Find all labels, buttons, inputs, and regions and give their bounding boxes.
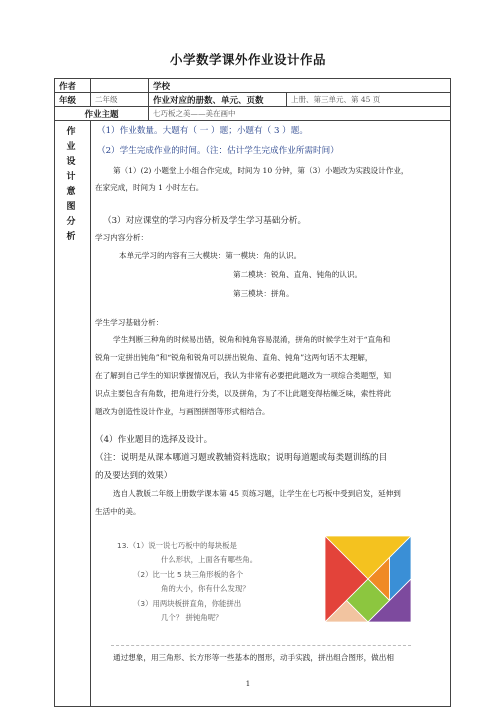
line-source-2: 生活中的美。 [95,507,141,516]
exercise-q3-line1: （3）用两块板拼直角，你能拼出 [133,599,242,608]
line-base-3: 在了解到自己学生的知识掌握情况后，我认为非常有必要把此题改为一项综合类题型，知 [95,371,392,380]
tangram-image [325,536,411,622]
assignment-table [54,78,451,707]
line-design-1: 通过想象，用三角形、长方形等一些基本的图形，动手实践，拼出组合图形，做出相 [113,653,394,662]
grade-value: 二年级 [91,93,149,107]
exercise-q1-line2: 什么形状，上面各有哪些角。 [161,555,258,564]
line-base-2: 锐角一定拼出钝角”和“锐角和锐角可以拼出锐角、直角、钝角”这两句话不太理解， [95,353,373,362]
page-number: 1 [245,680,251,688]
author-value [91,79,149,93]
line-base-4: 识点主要包含有角数，把角进行分类，以及拼角，为了不让此题变得枯燥乏味，索性将此 [95,389,392,398]
analysis-row [55,121,451,707]
book-label: 作业对应的册数、单元、页数 [149,93,287,107]
line-selection-heading: （4）作业题目的选择及设计。 [95,435,213,445]
line-module-1: 本单元学习的内容有三大模块：第一模块：角的认识。 [119,251,302,260]
line-time: （2）学生完成作业的时间。（注：估计学生完成作业所需时间） [97,146,339,156]
line-base-1: 学生判断三种角的时候易出错，锐角和钝角容易混淆，拼角的时候学生对于“直角和 [113,335,391,344]
line-analysis-heading: （3）对应课堂的学习内容分析及学生学习基础分析。 [103,216,307,226]
analysis-content [91,121,451,707]
author-row [55,79,451,93]
line-time-detail-2: 在家完成，时间为 1 小时左右。 [95,183,204,192]
exercise-q3-line2: 几个？ 拼钝角呢？ [161,613,223,622]
line-module-2: 第二模块：锐角、直角、钝角的认识。 [233,270,363,279]
exercise-q2-line2: 角的大小，你有什么发现？ [161,584,250,593]
line-content-analysis: 学习内容分析： [95,233,149,242]
exercise-q1-line1: 13.（1）说一说七巧板中的每块板是 [117,541,237,550]
grade-label: 年级 [55,93,91,107]
exercise-q2-line1: （2）比一比 5 块三角形板的各个 [133,570,244,579]
document-title: 小学数学课外作业设计作品 [169,52,326,67]
line-quantity: （1）作业数量。大题有（ 一 ）题；小题有（ 3 ）题。 [97,126,308,136]
exercise-divider [111,645,411,646]
theme-row [55,107,451,121]
grade-row [55,93,451,107]
theme-value: 七巧板之美——美在画中 [149,107,451,121]
line-note-2: 的及要达到的效果） [95,471,173,481]
line-base-analysis: 学生学习基础分析： [95,318,164,327]
line-source-1: 选自人教版二年级上册数学课本第 45 页练习题，让学生在七巧板中受到启发，延伸到 [113,489,401,498]
line-time-detail-1: 第（1）(2) 小题堂上小组合作完成，时间为 10 分钟，第（3）小题改为实践设计作业， [113,166,409,175]
textbook-exercise [91,536,419,640]
school-label: 学校 [149,79,451,93]
line-note-1: （注：说明是从课本哪道习题或教辅资料选取；说明每道题或每类题训练的目 [95,453,388,463]
line-module-3: 第三模块：拼角。 [233,289,294,298]
theme-label: 作业主题 [55,107,149,121]
side-label: 作 业 设 计 意 图 分 析 [55,121,91,707]
book-value: 上册、第三单元、第 45 页 [287,93,451,107]
line-base-5: 题改为创造性设计作业，与画图拼图等形式相结合。 [95,407,270,416]
author-label: 作者 [55,79,91,93]
